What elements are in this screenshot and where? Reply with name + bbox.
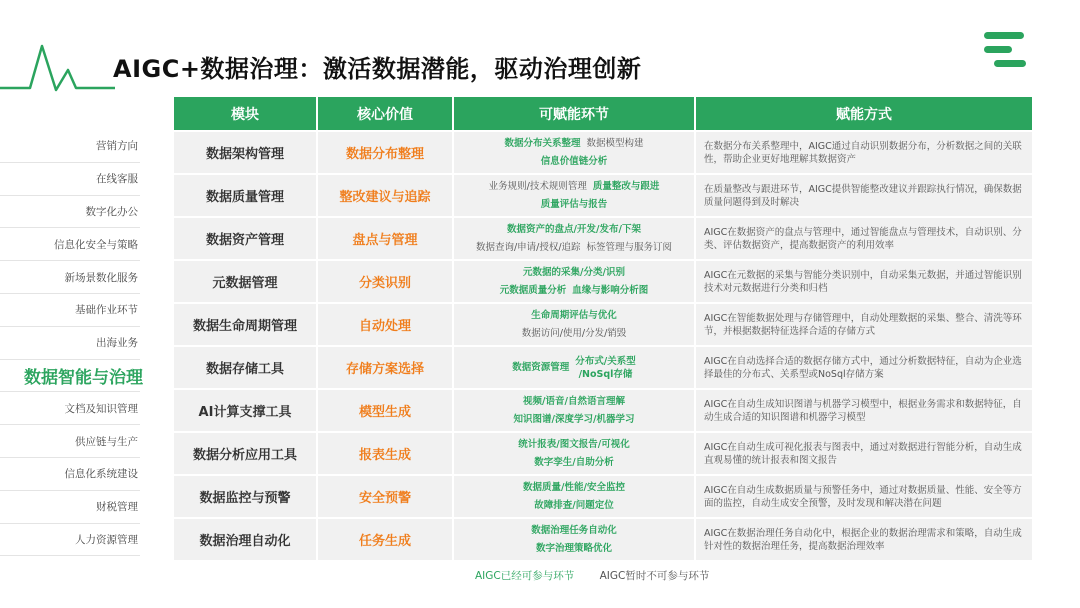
- stage-participating: 数字治理策略优化: [535, 542, 612, 554]
- enable-stage-line: [454, 454, 694, 472]
- pulse-line-icon: [0, 38, 115, 98]
- table-row: [174, 261, 1032, 302]
- stage-participating: 元数据的采集/分类/识别: [523, 266, 625, 278]
- stage-not-participating: 标签管理与服务订阅: [586, 241, 673, 253]
- stage-participating: 数据资产的盘点/开发/发布/下架: [507, 223, 641, 235]
- stage-participating: 血缘与影响分析图: [572, 284, 649, 296]
- enable-stage-cell: [454, 175, 694, 216]
- enable-stage-line: [454, 196, 694, 214]
- header-enable-method: 赋能方式: [696, 97, 1032, 130]
- enable-stage-line: [454, 239, 694, 257]
- page-title: AIGC+数据治理：激活数据潜能，驱动治理创新: [113, 55, 642, 83]
- stage-participating: 信息价值链分析: [540, 155, 608, 167]
- enable-stage-cell: [454, 476, 694, 517]
- module-cell: 数据分析应用工具: [174, 433, 316, 474]
- core-value-cell: 安全预警: [318, 476, 452, 517]
- table-row: [174, 519, 1032, 560]
- module-cell: 数据生命周期管理: [174, 304, 316, 345]
- stage-participating: 质量整改与跟进: [592, 180, 660, 192]
- module-cell: 数据治理自动化: [174, 519, 316, 560]
- enable-stage-line: [454, 436, 694, 454]
- stage-participating: 故障排查/问题定位: [534, 499, 614, 511]
- core-value-cell: 数据分布整理: [318, 132, 452, 173]
- stage-participating: 数据治理任务自动化: [531, 524, 617, 536]
- enable-stage-cell: [454, 347, 694, 388]
- enable-stage-line: [454, 355, 694, 381]
- table-row: [174, 476, 1032, 517]
- core-value-cell: 报表生成: [318, 433, 452, 474]
- sidebar-item[interactable]: 人力资源管理: [0, 524, 140, 557]
- enable-stage-cell: [454, 433, 694, 474]
- legend-not-participating: AIGC暂时不可参与环节: [599, 570, 710, 582]
- enable-stage-cell: [454, 218, 694, 259]
- enable-method-cell: AIGC在自动选择合适的数据存储方式中，通过分析数据特征，自动为企业选择最佳的分布式、关系型或NoSql存储方案: [696, 347, 1032, 388]
- sidebar-item[interactable]: 基础作业环节: [0, 294, 140, 327]
- core-value-cell: 存储方案选择: [318, 347, 452, 388]
- stage-participating-line: 分布式/关系型: [575, 355, 636, 367]
- sidebar-item[interactable]: 数字化办公: [0, 196, 140, 229]
- sidebar-item[interactable]: 信息化系统建设: [0, 458, 140, 491]
- enable-stage-line: [454, 178, 694, 196]
- core-value-cell: 盘点与管理: [318, 218, 452, 259]
- enable-stage-line: [454, 264, 694, 282]
- enable-stage-cell: [454, 132, 694, 173]
- enable-stage-line: [454, 479, 694, 497]
- header-core-value: 核心价值: [318, 97, 452, 130]
- enable-stage-line: [454, 221, 694, 239]
- stage-participating-line: /NoSql存储: [578, 368, 633, 380]
- sidebar-item[interactable]: 财税管理: [0, 491, 140, 524]
- stage-not-participating: 数据查询/申请/授权/追踪: [475, 241, 581, 253]
- governance-table: [172, 95, 1034, 562]
- header-module: 模块: [174, 97, 316, 130]
- enable-stage-line: [454, 522, 694, 540]
- sidebar-item[interactable]: 供应链与生产: [0, 425, 140, 458]
- legend-participating: AIGC已经可参与环节: [475, 570, 575, 582]
- enable-stage-line: [454, 325, 694, 343]
- stage-participating: 统计报表/图文报告/可视化: [518, 438, 630, 450]
- stage-not-participating: 业务规则/技术规则管理: [488, 180, 587, 192]
- module-cell: 元数据管理: [174, 261, 316, 302]
- core-value-cell: 分类识别: [318, 261, 452, 302]
- stage-participating: 质量评估与报告: [540, 198, 608, 210]
- stage-participating: 数字孪生/自助分析: [534, 456, 614, 468]
- sidebar-item[interactable]: 在线客服: [0, 163, 140, 196]
- enable-stage-line: [454, 497, 694, 515]
- enable-stage-line: [454, 393, 694, 411]
- enable-stage-cell: [454, 304, 694, 345]
- table-row: [174, 132, 1032, 173]
- module-cell: 数据架构管理: [174, 132, 316, 173]
- table-row: [174, 304, 1032, 345]
- sidebar-item[interactable]: 出海业务: [0, 327, 140, 360]
- sidebar-item[interactable]: 新场景数化服务: [0, 261, 140, 294]
- brand-logo-icon: [982, 32, 1028, 68]
- enable-stage-cell: [454, 390, 694, 431]
- enable-method-cell: AIGC在自动生成数据质量与预警任务中，通过对数据质量、性能、安全等方面的监控，自动生成安全预警，及时发现和解决潜在问题: [696, 476, 1032, 517]
- enable-method-cell: AIGC在智能数据处理与存储管理中，自动处理数据的采集、整合、清洗等环节，并根据数据特征选择合适的存储方式: [696, 304, 1032, 345]
- sidebar-item[interactable]: 文档及知识管理: [0, 392, 140, 425]
- legend: [475, 568, 709, 583]
- enable-method-cell: AIGC在自动生成知识图谱与机器学习模型中，根据业务需求和数据特征，自动生成合适的知识图谱和机器学习模型: [696, 390, 1032, 431]
- table-row: [174, 218, 1032, 259]
- enable-stage-cell: [454, 261, 694, 302]
- module-cell: AI计算支撑工具: [174, 390, 316, 431]
- stage-participating: 数据分布关系整理: [504, 137, 581, 149]
- header-enable-stage: 可赋能环节: [454, 97, 694, 130]
- enable-stage-line: [454, 153, 694, 171]
- sidebar-item[interactable]: 数据智能与治理: [0, 360, 140, 393]
- table-row: [174, 433, 1032, 474]
- stage-participating: 数据质量/性能/安全监控: [523, 481, 625, 493]
- enable-method-cell: AIGC在元数据的采集与智能分类识别中，自动采集元数据，并通过智能识别技术对元数据进行分类和归档: [696, 261, 1032, 302]
- stage-participating: 视频/语音/自然语言理解: [523, 395, 625, 407]
- stage-not-participating: 数据模型构建: [586, 137, 644, 149]
- enable-stage-line: [454, 282, 694, 300]
- module-cell: 数据监控与预警: [174, 476, 316, 517]
- stage-participating: 元数据质量分析: [499, 284, 567, 296]
- stage-participating: 生命周期评估与优化: [531, 309, 617, 321]
- sidebar-nav: [0, 130, 143, 556]
- table-header-row: [174, 97, 1032, 130]
- stage-participating: 数据资源管理: [512, 362, 570, 373]
- stage-participating: 知识图谱/深度学习/机器学习: [513, 413, 635, 425]
- module-cell: 数据资产管理: [174, 218, 316, 259]
- table-row: [174, 347, 1032, 388]
- enable-method-cell: 在质量整改与跟进环节，AIGC提供智能整改建议并跟踪执行情况，确保数据质量问题得到及时解决: [696, 175, 1032, 216]
- module-cell: 数据质量管理: [174, 175, 316, 216]
- enable-stage-cell: [454, 519, 694, 560]
- enable-stage-line: [454, 411, 694, 429]
- sidebar-item[interactable]: 营销方向: [0, 130, 140, 163]
- enable-method-cell: AIGC在数据资产的盘点与管理中，通过智能盘点与管理技术，自动识别、分类、评估数据资产，提高数据资产的利用效率: [696, 218, 1032, 259]
- stage-participating: [575, 355, 635, 381]
- core-value-cell: 整改建议与追踪: [318, 175, 452, 216]
- module-cell: 数据存储工具: [174, 347, 316, 388]
- enable-stage-line: [454, 135, 694, 153]
- core-value-cell: 自动处理: [318, 304, 452, 345]
- table-row: [174, 390, 1032, 431]
- core-value-cell: 模型生成: [318, 390, 452, 431]
- enable-method-cell: AIGC在数据治理任务自动化中，根据企业的数据治理需求和策略，自动生成针对性的数据治理任务，提高数据治理效率: [696, 519, 1032, 560]
- stage-not-participating: 数据访问/使用/分发/销毁: [521, 327, 627, 339]
- enable-method-cell: AIGC在自动生成可视化报表与图表中，通过对数据进行智能分析，自动生成直观易懂的统计报表和图文报告: [696, 433, 1032, 474]
- sidebar-item[interactable]: 信息化安全与策略: [0, 228, 140, 261]
- core-value-cell: 任务生成: [318, 519, 452, 560]
- enable-stage-line: [454, 307, 694, 325]
- enable-stage-line: [454, 540, 694, 558]
- table-row: [174, 175, 1032, 216]
- enable-method-cell: 在数据分布关系整理中，AIGC通过自动识别数据分布，分析数据之间的关联性，帮助企业更好地理解其数据资产: [696, 132, 1032, 173]
